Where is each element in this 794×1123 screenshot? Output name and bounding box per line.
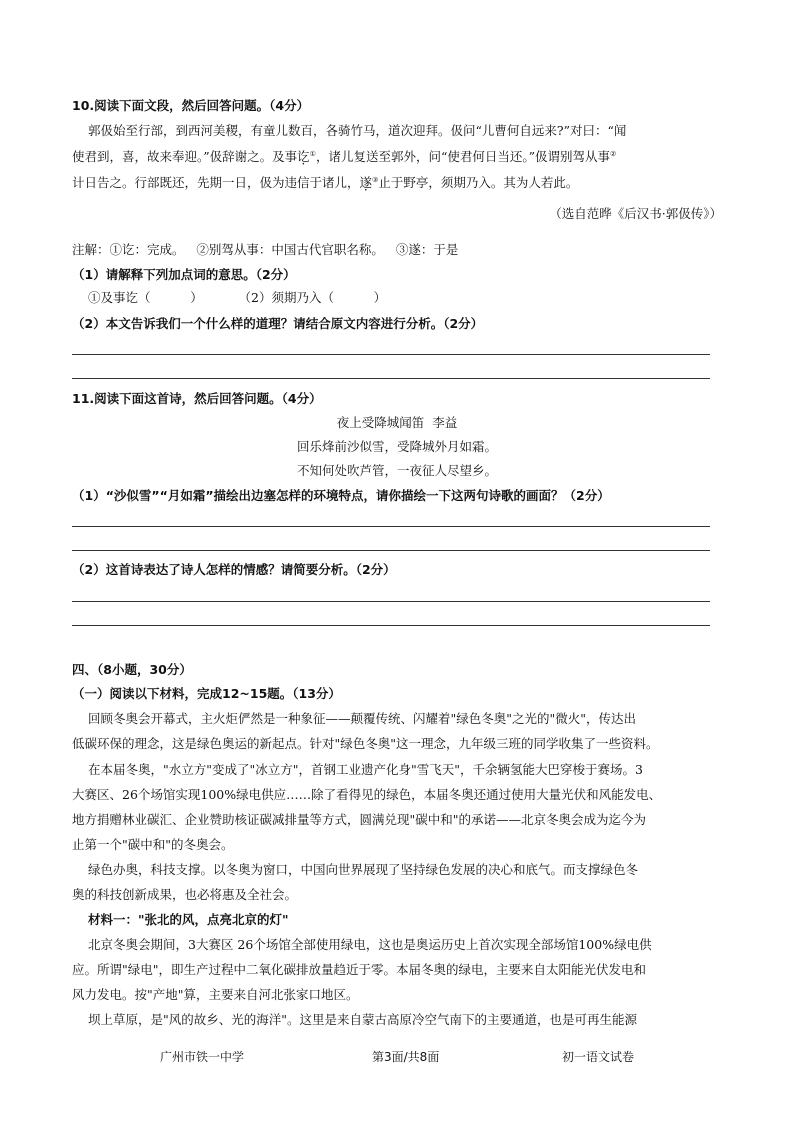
paragraph-line: 止第一个"碳中和"的冬奥会。 bbox=[72, 837, 234, 852]
paragraph-line: 北京冬奥会期间，3大赛区 26个场馆全部使用绿电，这也是奥运历史上首次实现全部场馆100%绿电供 bbox=[88, 937, 652, 952]
material1-title: 材料一："张北的风，点亮北京的灯" bbox=[88, 912, 289, 927]
emphasis-dot-char: 讫 bbox=[297, 149, 310, 164]
answer-line bbox=[72, 601, 710, 602]
q10-source: （选自范晔《后汉书·郭伋传》） bbox=[549, 206, 722, 221]
q10-sub2: （2）本文告诉我们一个什么样的道理？请结合原文内容进行分析。（2分） bbox=[72, 316, 484, 331]
paragraph-line: 回顾冬奥会开幕式，主火炬俨然是一种象征——颠覆传统、闪耀着"绿色冬奥"之光的"微火"，传达出 bbox=[88, 711, 636, 726]
answer-line bbox=[72, 354, 710, 355]
section4-sub: （一）阅读以下材料，完成12~15题。（13分） bbox=[72, 686, 341, 701]
paragraph-line: 奥的科技创新成果，也必将惠及全社会。 bbox=[72, 887, 298, 902]
paragraph-line: 应。所谓"绿电"，即生产过程中二氧化碳排放量趋近于零。本届冬奥的绿电，主要来自太阳能光伏发电和 bbox=[72, 962, 647, 977]
q10-sub1: （1）请解释下列加点词的意思。（2分） bbox=[72, 267, 296, 282]
q10-sub1-items: ①及事讫（ ） （2）须期乃入（ ） bbox=[88, 290, 387, 305]
answer-line bbox=[72, 550, 710, 551]
q10-title: 10.阅读下面文段，然后回答问题。（4分） bbox=[72, 98, 310, 113]
answer-line bbox=[72, 625, 710, 626]
answer-line bbox=[72, 526, 710, 527]
q10-notes: 注解：①讫：完成。 ②别驾从事：中国古代官职名称。 ③遂：于是 bbox=[72, 242, 459, 257]
paragraph-line: 在本届冬奥，"水立方"变成了"冰立方"，首钢工业遗产化身"雪飞天"，千余辆氢能大巴穿梭于赛场。3 bbox=[88, 762, 643, 777]
poem-title: 夜上受降城闻笛 李益 bbox=[336, 415, 458, 430]
emphasis-dot-char: 遂 bbox=[359, 175, 373, 190]
footer-page-number: 第3面/共8面 bbox=[372, 1050, 440, 1064]
q11-sub1: （1）“沙似雪”“月如霜”描绘出边塞怎样的环境特点，请你描绘一下这两句诗歌的画面？（2分） bbox=[72, 488, 610, 503]
q11-sub2: （2）这首诗表达了诗人怎样的情感？请简要分析。（2分） bbox=[72, 562, 396, 577]
footer-school: 广州市铁一中学 bbox=[160, 1050, 245, 1064]
poem-line: 回乐烽前沙似雪，受降城外月如霜。 bbox=[296, 439, 497, 454]
q11-title: 11.阅读下面这首诗，然后回答问题。（4分） bbox=[72, 391, 322, 406]
paragraph-line: 地方捐赠林业碳汇、企业赞助核证碳减排量等方式，圆满兑现"碳中和"的承诺——北京冬奥会成为迄今为 bbox=[72, 812, 647, 827]
answer-line bbox=[72, 378, 710, 379]
paragraph-line: 大赛区、26个场馆实现100%绿电供应……除了看得见的绿色，本届冬奥还通过使用大量光伏和风能发电、 bbox=[72, 787, 662, 802]
poem-line: 不知何处吹芦管，一夜征人尽望乡。 bbox=[296, 463, 497, 478]
q10-para-line3: 计日告之。行部既还，先期一日，伋为违信于诸儿，遂③止于野亭，须期乃入。其为人若此。 bbox=[72, 175, 579, 190]
section4-title: 四、（8小题，30分） bbox=[72, 662, 192, 677]
paragraph-line: 低碳环保的理念，这是绿色奥运的新起点。针对"绿色冬奥"这一理念，九年级三班的同学收集了一些资料。 bbox=[72, 736, 659, 751]
footer-exam-name: 初一语文试卷 bbox=[562, 1050, 635, 1064]
paragraph-line: 风力发电。按"产地"算，主要来自河北张家口地区。 bbox=[72, 987, 359, 1002]
paragraph-line: 坝上草原，是"风的故乡、光的海洋"。这里是来自蒙古高原冷空气南下的主要通道，也是可再生能源 bbox=[88, 1012, 638, 1027]
q10-para-line2: 使君到，喜，故来奉迎。”伋辞谢之。及事讫①，诸儿复送至郭外，问“使君何日当还。”伋谓别驾从事② bbox=[72, 149, 617, 164]
paragraph-line: 绿色办奥，科技支撑。以冬奥为窗口，中国向世界展现了坚持绿色发展的决心和底气。而支撑绿色冬 bbox=[88, 862, 639, 877]
q10-para-line1: 郭伋始至行部，到西河美稷，有童儿数百，各骑竹马，道次迎拜。伋问“儿曹何自远来?”对曰：“闻 bbox=[88, 123, 627, 138]
